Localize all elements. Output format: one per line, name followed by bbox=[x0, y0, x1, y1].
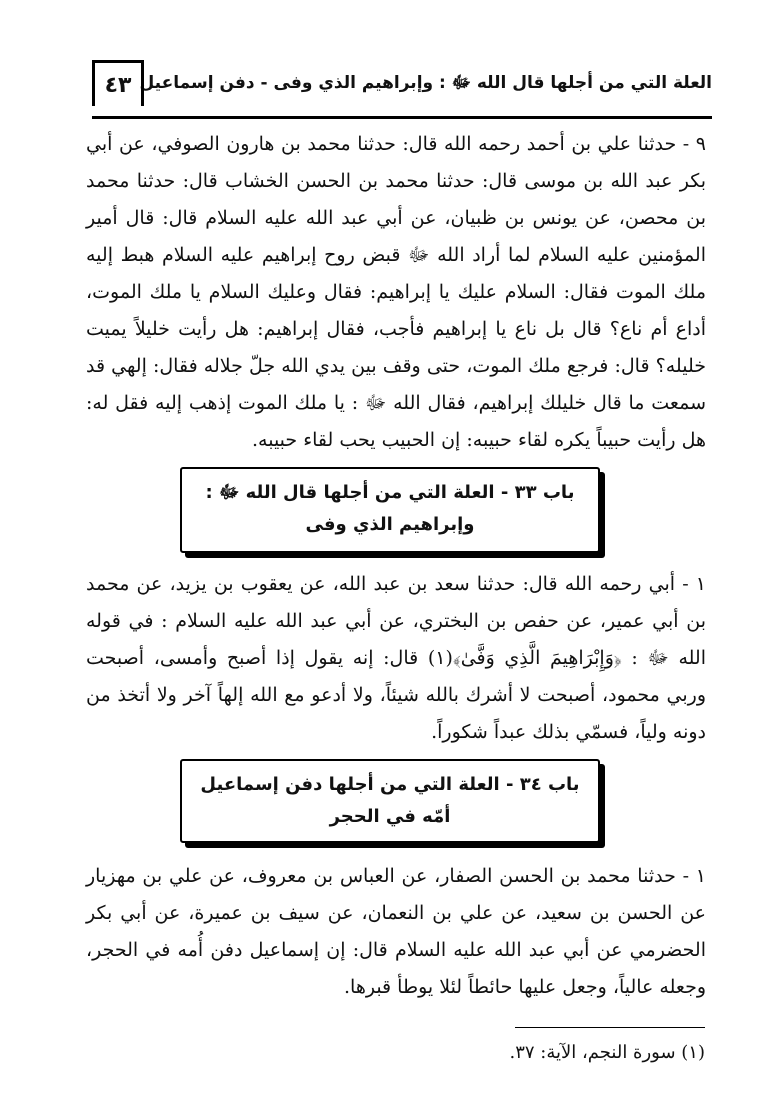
chapter-title-line: أمّه في الحجر bbox=[329, 806, 451, 827]
hadith-paragraph: ١ - أبي رحمه الله قال: حدثنا سعد بن عبد الله، عن يعقوب بن يزيد، عن محمد بن أبي عمير، عن حفص بن البختري، عن أبي عبد الله عليه السلام : في قوله الله ﷻ : ﴿وَإِبْرَاهِيمَ الَّذِي وَفَّىٰ﴾(١) قال: إنه يقول إذا أصبح وأمسى، أصبحت وربي محمود، أصبحت لا أشرك بالله شيئاً، ولا أدعو مع الله إلهاً آخر ولا أتخذ من دونه ولياً، فسمّي بذلك عبداً شكوراً. bbox=[86, 573, 706, 743]
footnote-divider bbox=[515, 1027, 705, 1028]
hadith-paragraph: ١ - حدثنا محمد بن الحسن الصفار، عن العباس بن معروف، عن علي بن مهزيار عن الحسن بن سعيد، عن علي بن النعمان، عن سيف بن عميرة، عن أبي بكر الحضرمي عن أبي عبد الله عليه السلام قال: إن إسماعيل دفن أُمه في الحجر، وجعله عالياً، وجعل عليها حائطاً لئلا يوطأ قبرها. bbox=[86, 865, 706, 998]
page-number: ٤٣ bbox=[92, 60, 144, 106]
footnote: (١) سورة النجم، الآية: ٣٧. bbox=[509, 1042, 705, 1063]
chapter-title-line: وإبراهيم الذي وفى bbox=[305, 514, 475, 535]
chapter-title-line: باب ٣٣ - العلة التي من أجلها قال الله ﷻ : bbox=[205, 482, 575, 503]
chapter-heading-box bbox=[180, 467, 600, 553]
hadith-paragraph: ٩ - حدثنا علي بن أحمد رحمه الله قال: حدثنا محمد بن هارون الصوفي، عن أبي بكر عبد الله بن موسى قال: حدثنا محمد بن الحسن الخشاب قال: حدثنا محمد بن محصن، عن يونس بن ظبيان، عن أبي عبد الله عليه السلام قال: قال أمير المؤمنين عليه السلام لما أراد الله ﷻ قبض روح إبراهيم عليه السلام هبط إليه ملك الموت فقال: السلام عليك يا إبراهيم: فقال وعليك السلام يا ملك الموت، أداع أم ناع؟ قال بل ناع يا إبراهيم فأجب، فقال إبراهيم: هل رأيت خليلاً يميت خليله؟ قال: فرجع ملك الموت، حتى وقف بين يدي الله جلّ جلاله فقال: إلهي قد سمعت ما قال خليلك إبراهيم، فقال الله ﷻ : يا ملك الموت إذهب إليه فقل له: هل رأيت حبيباً يكره لقاء حبيبه: إن الحبيب يحب لقاء حبيبه. bbox=[86, 133, 706, 451]
running-header bbox=[92, 60, 712, 119]
chapter-title-line: باب ٣٤ - العلة التي من أجلها دفن إسماعيل bbox=[200, 774, 580, 795]
header-title: العلة التي من أجلها قال الله ﷻ : وإبراهيم الذي وفى - دفن إسماعيل bbox=[139, 73, 712, 93]
chapter-heading-box bbox=[180, 759, 600, 843]
